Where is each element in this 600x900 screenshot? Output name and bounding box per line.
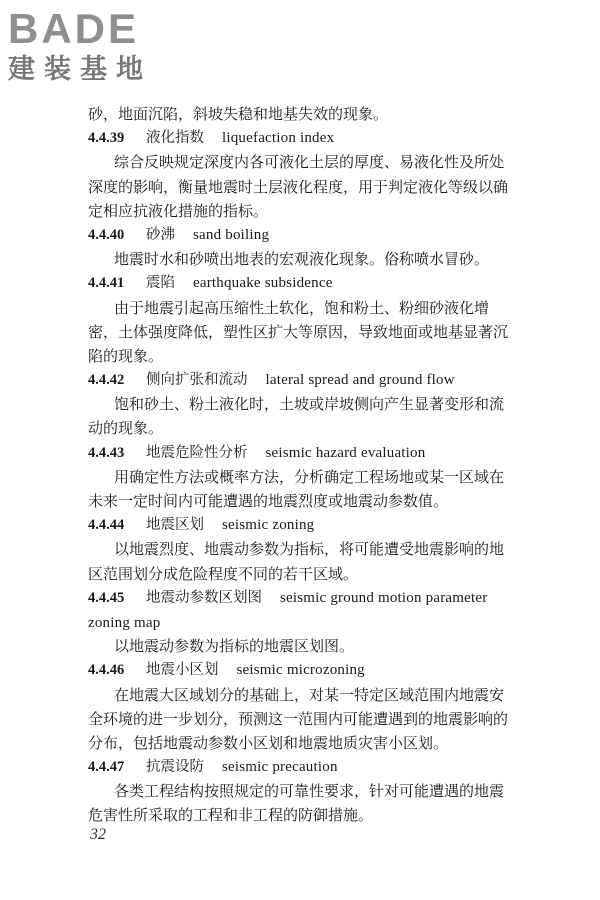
definition-line: 由于地震引起高压缩性土软化，饱和粉土、粉细砂液化增 bbox=[114, 298, 490, 317]
definition-line: 陷的现象。 bbox=[88, 346, 164, 365]
definition-line: 危害性所采取的工程和非工程的防御措施。 bbox=[88, 806, 374, 825]
term-heading bbox=[88, 368, 528, 392]
definition-line: 综合反映规定深度内各可液化土层的厚度、易液化性及所处 bbox=[114, 153, 505, 172]
definition-line: 用确定性方法或概率方法，分析确定工程场地或某一区域在 bbox=[114, 467, 505, 486]
term-english: seismic ground motion parameter bbox=[280, 589, 488, 606]
term-number: 4.4.42 bbox=[88, 372, 125, 389]
definition-line: 区范围划分成危险程度不同的若干区域。 bbox=[88, 564, 359, 583]
term-chinese: 地震动参数区划图 bbox=[146, 589, 262, 606]
definition-line: 全环境的进一步划分，预测这一范围内可能遭遇到的地震影响的 bbox=[88, 709, 509, 728]
term-english: seismic hazard evaluation bbox=[265, 444, 426, 461]
term-chinese: 震陷 bbox=[146, 275, 175, 292]
term-english-cont: zoning map bbox=[88, 614, 161, 631]
term-english: earthquake subsidence bbox=[193, 275, 333, 292]
term-chinese: 地震区划 bbox=[146, 517, 204, 534]
term-number: 4.4.41 bbox=[88, 275, 125, 292]
term-heading bbox=[88, 441, 528, 465]
definition-line: 定相应抗液化措施的指标。 bbox=[88, 201, 269, 220]
definition-line: 饱和砂土、粉土液化时，土坡或岸坡侧向产生显著变形和流 bbox=[114, 395, 505, 414]
definition-line: 分布，包括地震动参数小区划和地震地质灾害小区划。 bbox=[88, 733, 449, 752]
term-number: 4.4.47 bbox=[88, 759, 125, 776]
page-content bbox=[88, 102, 528, 828]
term-number: 4.4.43 bbox=[88, 444, 125, 461]
term-chinese: 侧向扩张和流动 bbox=[146, 372, 248, 389]
term-heading bbox=[88, 126, 528, 150]
term-number: 4.4.39 bbox=[88, 130, 125, 147]
bade-logo bbox=[8, 6, 188, 88]
page-number: 32 bbox=[90, 826, 106, 843]
definition-line: 以地震动参数为指标的地震区划图。 bbox=[114, 637, 355, 656]
term-heading bbox=[88, 586, 528, 610]
definition-line: 以地震烈度、地震动参数为指标，将可能遭受地震影响的地 bbox=[114, 540, 505, 559]
term-number: 4.4.45 bbox=[88, 589, 125, 606]
definition-line: 动的现象。 bbox=[88, 419, 164, 438]
logo-chinese-text: 建装基地 bbox=[8, 54, 152, 85]
term-english-continuation bbox=[88, 610, 528, 634]
term-english: lateral spread and ground flow bbox=[265, 372, 455, 389]
term-english: seismic precaution bbox=[222, 759, 338, 776]
term-english: seismic microzoning bbox=[236, 662, 365, 679]
definition-line: 在地震大区域划分的基础上，对某一特定区域范围内地震安 bbox=[114, 685, 505, 704]
term-chinese: 抗震设防 bbox=[146, 759, 204, 776]
logo-latin-text: BADE bbox=[8, 5, 140, 52]
term-number: 4.4.44 bbox=[88, 517, 125, 534]
term-heading bbox=[88, 658, 528, 682]
term-english: seismic zoning bbox=[222, 517, 315, 534]
term-heading bbox=[88, 223, 528, 247]
leading-text: 砂，地面沉陷，斜坡失稳和地基失效的现象。 bbox=[88, 105, 389, 123]
term-heading bbox=[88, 271, 528, 295]
term-number: 4.4.46 bbox=[88, 662, 125, 679]
definition-line: 密，土体强度降低，塑性区扩大等原因，导致地面或地基显著沉 bbox=[88, 322, 509, 341]
term-chinese: 地震小区划 bbox=[146, 662, 219, 679]
definition-line: 未来一定时间内可能遭遇的地震烈度或地震动参数值。 bbox=[88, 492, 449, 510]
term-chinese: 地震危险性分析 bbox=[146, 444, 248, 461]
term-chinese: 液化指数 bbox=[146, 130, 204, 147]
term-english: sand boiling bbox=[193, 226, 270, 243]
definition-line: 深度的影响，衡量地震时土层液化程度，用于判定液化等级以确 bbox=[88, 177, 509, 196]
term-heading bbox=[88, 513, 528, 537]
definition-line: 地震时水和砂喷出地表的宏观液化现象。俗称喷水冒砂。 bbox=[114, 250, 490, 269]
term-chinese: 砂沸 bbox=[146, 226, 175, 243]
term-english: liquefaction index bbox=[222, 130, 335, 147]
term-number: 4.4.40 bbox=[88, 226, 125, 243]
definition-line: 各类工程结构按照规定的可靠性要求，针对可能遭遇的地震 bbox=[114, 782, 505, 801]
term-heading bbox=[88, 755, 528, 779]
